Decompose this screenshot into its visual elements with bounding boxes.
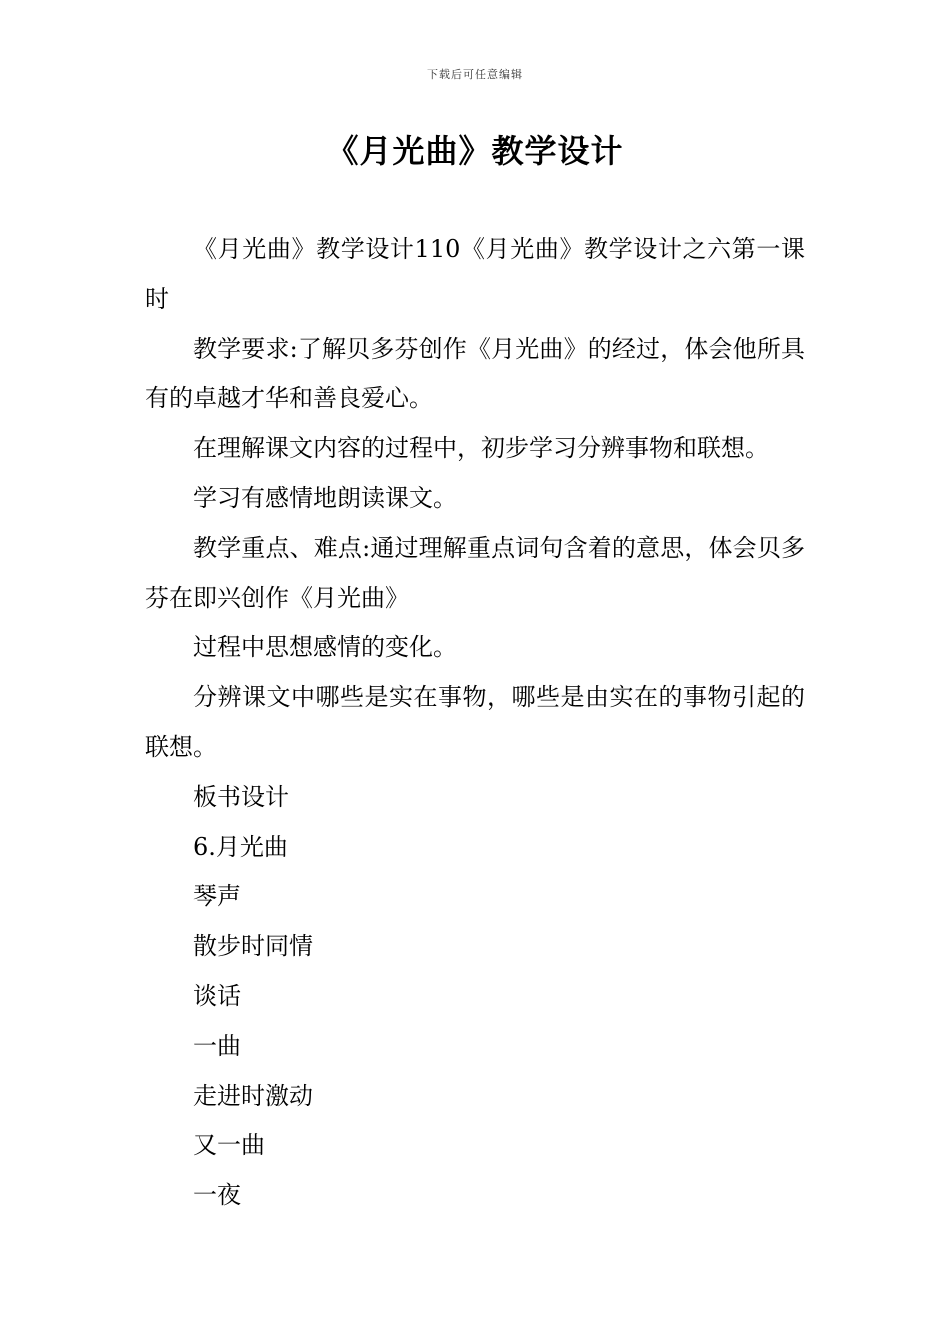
paragraph: 一夜 bbox=[193, 1181, 241, 1210]
paragraph: 6.月光曲 bbox=[193, 832, 288, 861]
paragraph: 教学重点、难点:通过理解重点词句含着的意思，体会贝多芬在即兴创作《月光曲》 bbox=[145, 533, 805, 612]
paragraph: 散步时同情 bbox=[193, 932, 313, 961]
paragraph: 学习有感情地朗读课文。 bbox=[193, 483, 457, 512]
paragraph: 谈话 bbox=[193, 981, 241, 1010]
paragraph: 教学要求:了解贝多芬创作《月光曲》的经过，体会他所具有的卓越才华和善良爱心。 bbox=[145, 334, 805, 413]
paragraph: 琴声 bbox=[193, 882, 241, 911]
paragraph: 在理解课文内容的过程中，初步学习分辨事物和联想。 bbox=[193, 434, 769, 463]
paragraph: 板书设计 bbox=[193, 782, 289, 811]
paragraph: 走进时激动 bbox=[193, 1081, 313, 1110]
paragraph: 一曲 bbox=[193, 1031, 241, 1060]
document-title: 《月光曲》教学设计 bbox=[326, 132, 624, 170]
paragraph: 《月光曲》教学设计110《月光曲》教学设计之六第一课时 bbox=[145, 235, 805, 313]
document-body bbox=[145, 225, 805, 1221]
paragraph: 过程中思想感情的变化。 bbox=[193, 633, 457, 662]
header-note: 下载后可任意编辑 bbox=[427, 68, 523, 81]
paragraph: 分辨课文中哪些是实在事物，哪些是由实在的事物引起的联想。 bbox=[145, 683, 805, 761]
paragraph: 又一曲 bbox=[193, 1131, 265, 1160]
